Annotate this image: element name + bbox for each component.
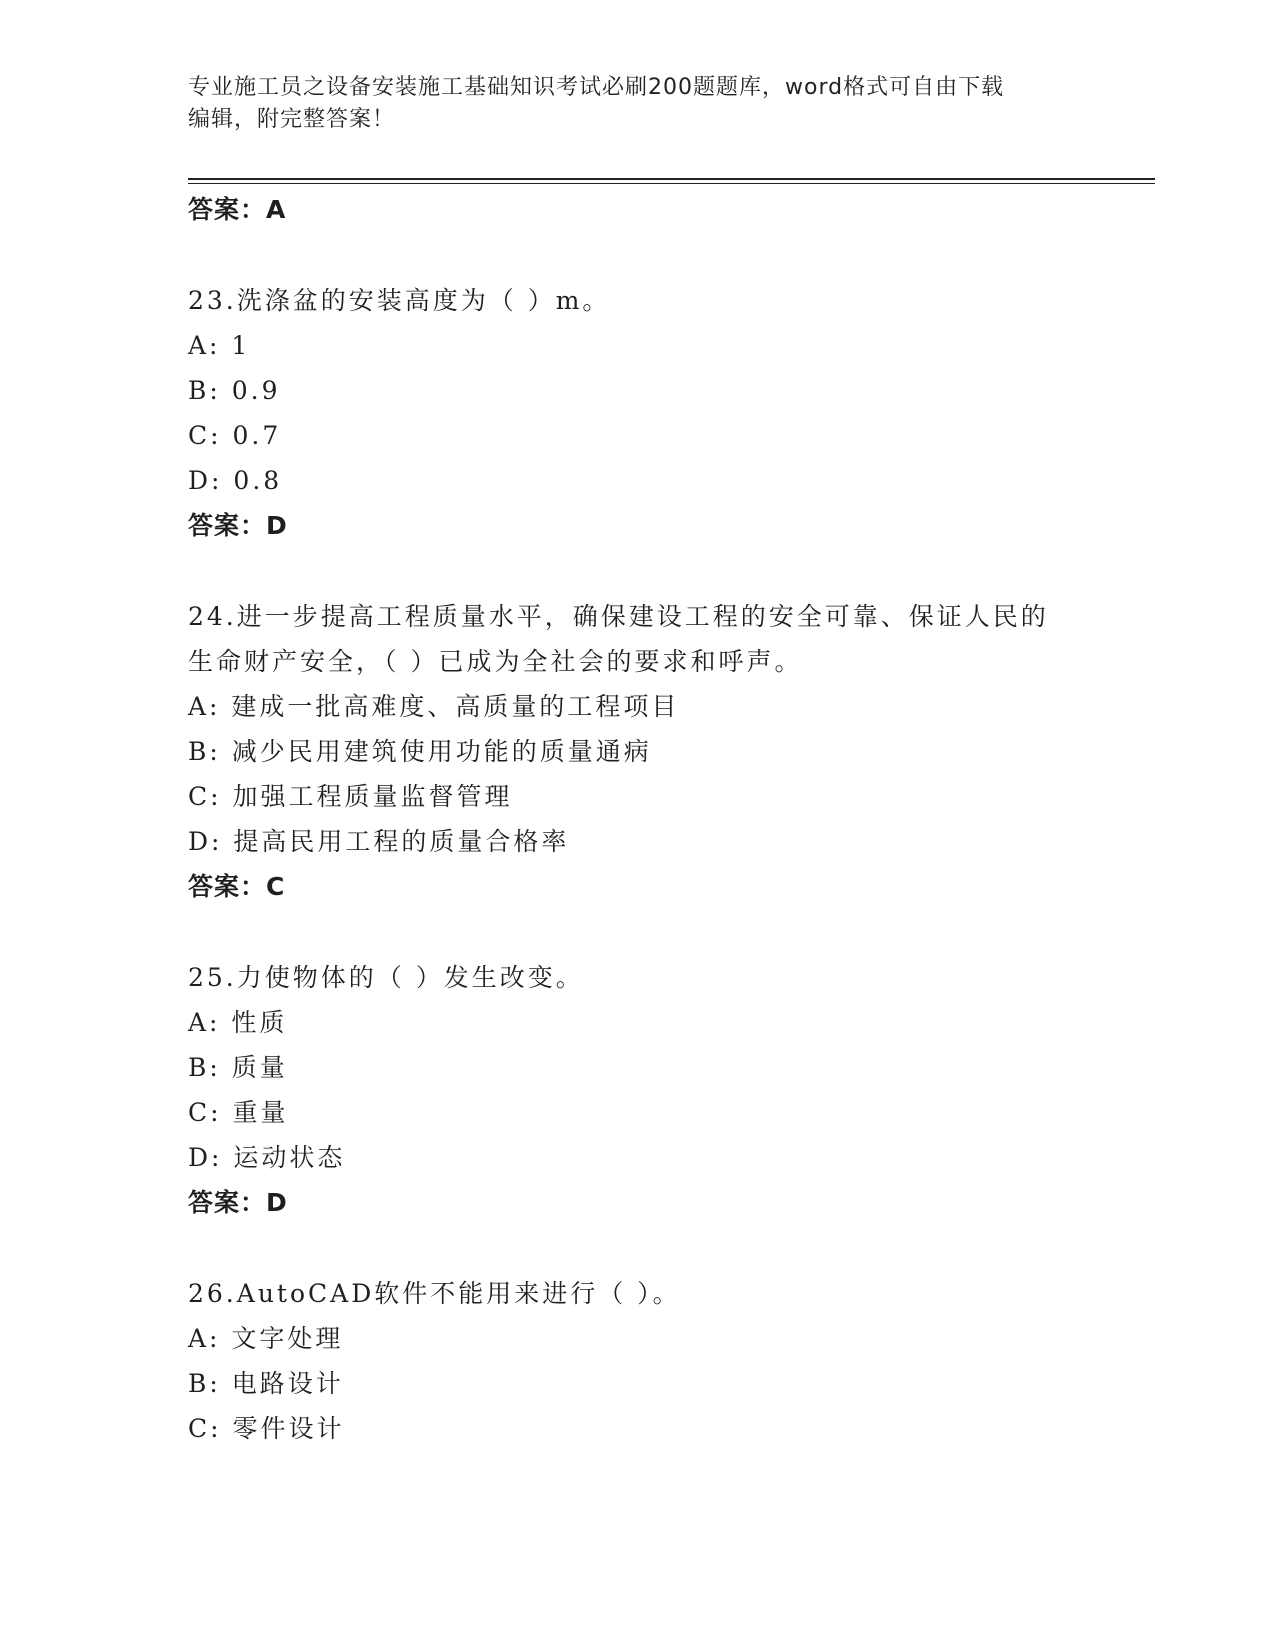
option-d: D: 0.8 (188, 466, 283, 495)
option-c: C: 0.7 (188, 421, 282, 450)
answer-line: 答案：D (188, 1188, 288, 1217)
option-b: B: 质量 (188, 1053, 288, 1082)
option-c: C: 零件设计 (188, 1414, 345, 1443)
question-stem: 26.AutoCAD软件不能用来进行（ ）。 (188, 1279, 681, 1308)
header-rule-thin (188, 183, 1155, 184)
answer-line: 答案：C (188, 872, 286, 901)
option-a: A: 1 (188, 331, 251, 360)
option-d: D: 提高民用工程的质量合格率 (188, 827, 570, 856)
option-d: D: 运动状态 (188, 1143, 346, 1172)
option-c: C: 加强工程质量监督管理 (188, 782, 513, 811)
question-stem-cont: 生命财产安全，（ ）已成为全社会的要求和呼声。 (188, 647, 803, 676)
question-stem: 23.洗涤盆的安装高度为（ ）m。 (188, 286, 611, 315)
question-stem: 25.力使物体的（ ）发生改变。 (188, 963, 584, 992)
answer-line: 答案：A (188, 195, 287, 224)
header-line-1: 专业施工员之设备安装施工基础知识考试必刷200题题库，word格式可自由下载 (188, 75, 1005, 100)
option-a: A: 性质 (188, 1008, 288, 1037)
option-b: B: 0.9 (188, 376, 281, 405)
option-b: B: 电路设计 (188, 1369, 344, 1398)
header-line-2: 编辑，附完整答案！ (188, 107, 396, 132)
header-rule-thick (188, 178, 1155, 180)
option-a: A: 文字处理 (188, 1324, 344, 1353)
option-a: A: 建成一批高难度、高质量的工程项目 (188, 692, 680, 721)
option-b: B: 减少民用建筑使用功能的质量通病 (188, 737, 652, 766)
question-stem: 24.进一步提高工程质量水平，确保建设工程的安全可靠、保证人民的 (188, 602, 1049, 631)
document-header (188, 72, 1088, 136)
option-c: C: 重量 (188, 1098, 289, 1127)
answer-line: 答案：D (188, 511, 288, 540)
